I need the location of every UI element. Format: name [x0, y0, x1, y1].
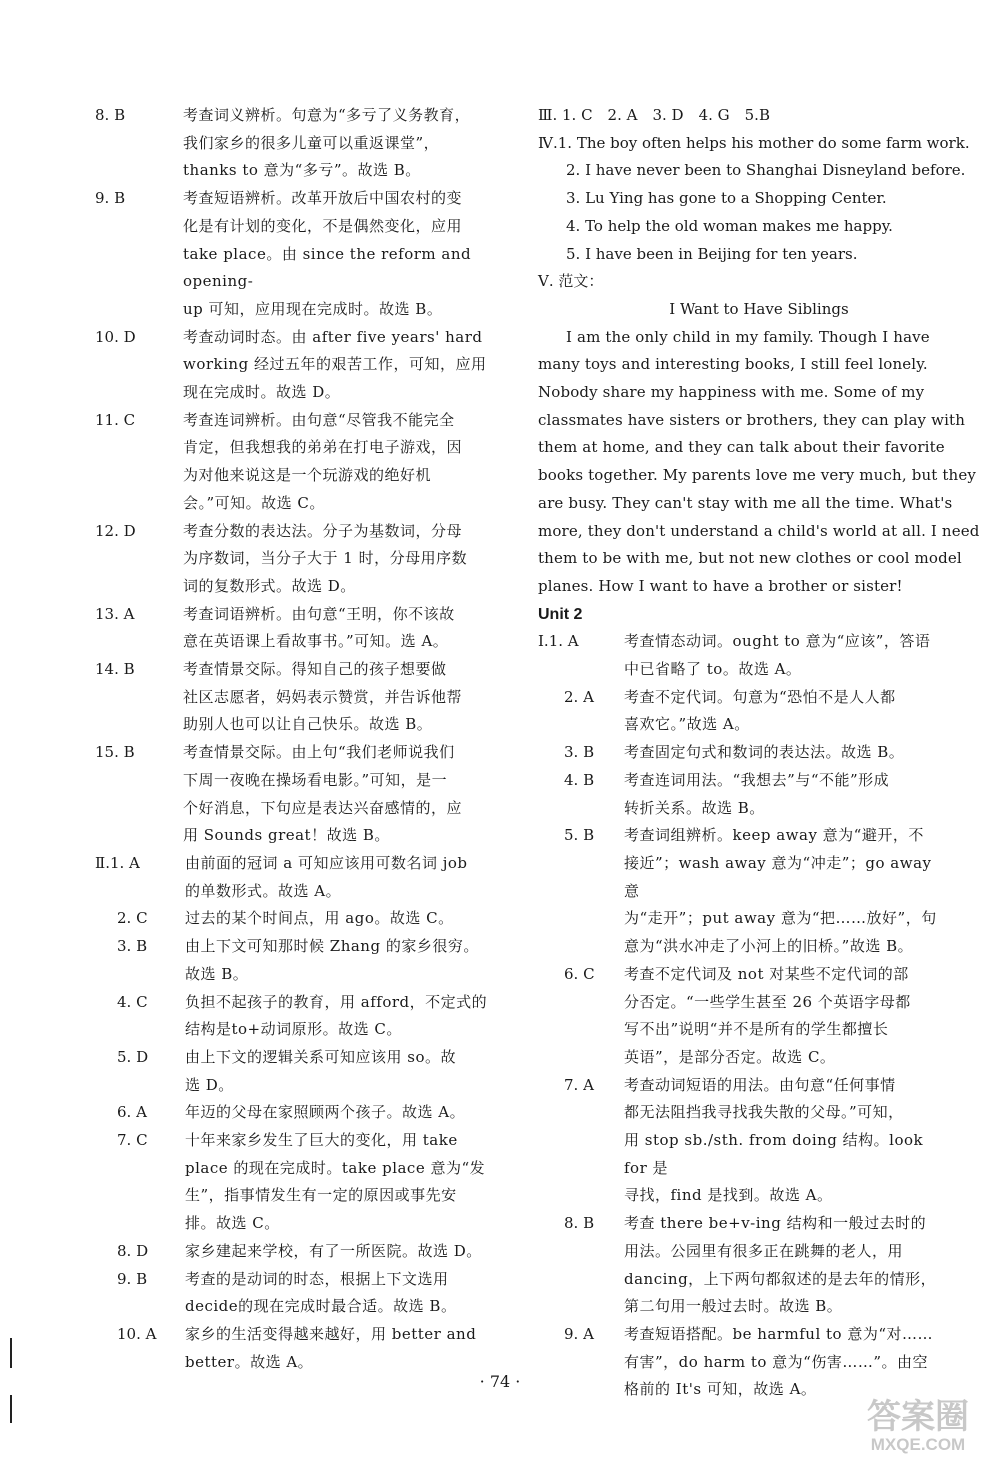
answer-item — [95, 933, 520, 988]
answer-explanation — [185, 1238, 520, 1266]
explanation-line: 助别人也可以让自己快乐。故选 B。 — [183, 715, 433, 734]
answer-choice: 6. C — [564, 964, 595, 983]
unit-heading: Unit 2 — [538, 605, 583, 623]
section-3-answers: Ⅲ. 1. C 2. A 3. D 4. G 5.B — [538, 106, 770, 124]
explanation-line: 英语”，是部分否定。故选 C。 — [624, 1047, 836, 1066]
answer-number — [95, 989, 185, 1044]
answer-number — [95, 601, 183, 656]
answer-number — [95, 905, 185, 933]
answer-number — [95, 518, 183, 601]
answer-choice: 1. A — [548, 632, 579, 651]
answer-number — [95, 102, 183, 185]
sentence-text: 2. I have never been to Shanghai Disneyland before. — [566, 161, 966, 180]
answer-explanation — [185, 1321, 520, 1376]
explanation-line: 考查固定句式和数词的表达法。故选 B。 — [624, 743, 905, 762]
explanation-line: 下周一夜晚在操场看电影。”可知，是一 — [183, 770, 448, 789]
answer-item — [95, 850, 520, 905]
answer-explanation — [183, 518, 520, 601]
explanation-line: place 的现在完成时。take place 意为“发 — [185, 1158, 486, 1177]
explanation-line: 肯定，但我想我的弟弟在打电子游戏，因 — [183, 438, 463, 457]
answer-item — [95, 1127, 520, 1238]
answer-number — [538, 739, 624, 767]
explanation-line: 负担不起孩子的教育，用 afford，不定式的 — [185, 992, 488, 1011]
answer-item — [95, 905, 520, 933]
explanation-line: 为序数词，当分子大于 1 时，分母用序数 — [183, 549, 468, 568]
explanation-line: 现在完成时。故选 D。 — [183, 383, 341, 402]
explanation-line: 考查分数的表达法。分子为基数词，分母 — [183, 521, 463, 540]
answer-item — [95, 324, 520, 407]
answer-number — [538, 1072, 624, 1211]
explanation-line: 转折关系。故选 B。 — [624, 798, 765, 817]
answer-choice: 8. B — [564, 1214, 595, 1233]
answer-item — [95, 989, 520, 1044]
explanation-line: 化是有计划的变化，不是偶然变化，应用 — [183, 216, 463, 235]
answer-choice: 8. B — [95, 106, 126, 124]
answer-explanation — [624, 684, 950, 739]
explanation-line: 家乡的生活变得越来越好，用 better and — [185, 1324, 477, 1343]
explanation-line: 考查连词用法。“我想去”与“不能”形成 — [624, 770, 890, 789]
explanation-line: 用法。公园里有很多正在跳舞的老人，用 — [624, 1241, 904, 1260]
answer-choice: 3. B — [117, 937, 148, 956]
explanation-line: 考查不定代词。句意为“恐怕不是人人都 — [624, 687, 896, 706]
watermark-url: MXQE.COM — [870, 1435, 966, 1454]
explanation-line: 个好消息，下句应是表达兴奋感情的，应 — [183, 798, 463, 817]
explanation-line: 为对他来说这是一个玩游戏的绝好机 — [183, 466, 432, 485]
explanation-line: 考查 there be+v-ing 结构和一般过去时的 — [624, 1214, 927, 1233]
answer-number — [95, 1099, 185, 1127]
explanation-line: 写不出”说明“并不是所有的学生都擅长 — [624, 1020, 889, 1039]
answer-explanation — [185, 989, 520, 1044]
explanation-line: 排。故选 C。 — [185, 1214, 280, 1233]
answer-number — [95, 656, 183, 739]
margin-mark — [10, 1395, 12, 1423]
explanation-line: 用 Sounds great！故选 B。 — [183, 826, 390, 845]
answer-choice: 9. A — [564, 1324, 594, 1343]
explanation-line: 考查情态动词。ought to 意为“应该”，答语 — [624, 632, 931, 651]
answer-number — [538, 1321, 624, 1404]
answer-explanation — [183, 185, 520, 324]
answer-explanation — [185, 850, 520, 905]
answer-explanation — [183, 739, 520, 850]
essay-line: are busy. They can't stay with me all the time. What's — [538, 493, 953, 512]
answer-choice: 7. C — [117, 1131, 148, 1150]
essay-line: planes. How I want to have a brother or sister! — [538, 576, 903, 595]
explanation-line: 过去的某个时间点，用 ago。故选 C。 — [185, 909, 454, 928]
answer-choice: 14. B — [95, 660, 135, 679]
explanation-line: 第二句用一般过去时。故选 B。 — [624, 1297, 843, 1316]
answer-explanation — [185, 1127, 520, 1238]
answer-explanation — [624, 628, 950, 683]
answer-item — [538, 961, 950, 1072]
explanation-line: better。故选 A。 — [185, 1352, 314, 1371]
answer-choice: 9. B — [117, 1269, 148, 1288]
answer-item — [95, 1266, 520, 1321]
answer-choice: 10. A — [117, 1324, 157, 1343]
explanation-line: 社区志愿者，妈妈表示赞赏，并告诉他帮 — [183, 687, 463, 706]
explanation-line: dancing，上下两句都叙述的是去年的情形， — [624, 1269, 937, 1288]
answer-item — [538, 1072, 950, 1211]
sentence-text: 5. I have been in Beijing for ten years. — [566, 244, 858, 263]
answer-item — [95, 185, 520, 324]
explanation-line: 十年来家乡发生了巨大的变化，用 take — [185, 1131, 458, 1150]
explanation-line: 考查的是动词的时态，根据上下文选用 — [185, 1269, 449, 1288]
answer-explanation — [185, 1266, 520, 1321]
explanation-line: 用 stop sb./sth. from doing 结构。look for 是 — [624, 1131, 924, 1177]
answer-number — [538, 767, 624, 822]
explanation-line: 考查动词短语的用法。由句意“任何事情 — [624, 1075, 896, 1094]
essay-line: I am the only child in my family. Though I have — [566, 327, 930, 346]
answer-explanation — [624, 767, 950, 822]
section-4-sentence — [538, 185, 950, 213]
essay-body — [538, 324, 980, 601]
answer-item — [95, 739, 520, 850]
explanation-line: 会。”可知。故选 C。 — [183, 493, 325, 512]
explanation-line: 意为“洪水冲走了小河上的旧桥。”故选 B。 — [624, 937, 914, 956]
answer-explanation — [183, 324, 520, 407]
answer-number — [95, 1044, 185, 1099]
answer-choice: 12. D — [95, 521, 136, 540]
answer-number — [95, 324, 183, 407]
answer-choice: 2. A — [564, 687, 594, 706]
section-4-sentence — [538, 157, 966, 185]
answer-number — [95, 850, 185, 905]
answer-item — [95, 1238, 520, 1266]
answer-item — [538, 684, 950, 739]
answer-explanation — [183, 102, 520, 185]
sentence-text: 4. To help the old woman makes me happy. — [566, 216, 893, 235]
explanation-line: 由上下文的逻辑关系可知应该用 so。故 — [185, 1047, 456, 1066]
right-column — [538, 102, 980, 1404]
essay-line: books together. My parents love me very much, but they — [538, 466, 976, 485]
essay-line: them at home, and they can talk about their favorite — [538, 438, 945, 457]
essay-title: I Want to Have Siblings — [669, 299, 849, 318]
answer-number — [95, 739, 183, 850]
essay-line: many toys and interesting books, I still feel lonely. — [538, 355, 928, 374]
explanation-line: 考查动词时态。由 after five years' hard — [183, 327, 483, 346]
answer-number — [95, 1321, 185, 1376]
section-5-label: Ⅴ. 范文： — [538, 272, 604, 291]
answer-item — [538, 822, 950, 961]
explanation-line: 词的复数形式。故选 D。 — [183, 576, 356, 595]
answer-explanation — [624, 961, 950, 1072]
explanation-line: 由前面的冠词 a 可知应该用可数名词 job — [185, 853, 468, 872]
essay-line: them to be with me, but not new clothes or cool model — [538, 549, 962, 568]
answer-number — [95, 407, 183, 518]
answer-explanation — [185, 933, 520, 988]
sentence-text: 1. The boy often helps his mother do some farm work. — [557, 133, 970, 152]
explanation-line: 考查短语搭配。be harmful to 意为“对…… — [624, 1324, 934, 1343]
answer-number — [538, 628, 624, 683]
explanation-line: 生”，指事情发生有一定的原因或事先安 — [185, 1186, 457, 1205]
answer-number — [95, 933, 185, 988]
watermark-logo — [846, 1392, 990, 1454]
explanation-line: 中已省略了 to。故选 A。 — [624, 660, 802, 679]
answer-explanation — [624, 1210, 950, 1321]
explanation-line: up 可知，应用现在完成时。故选 B。 — [183, 299, 443, 318]
answer-choice: 6. A — [117, 1103, 147, 1122]
answer-choice: 9. B — [95, 189, 126, 208]
explanation-line: 故选 B。 — [185, 964, 249, 983]
essay-line: more, they don't understand a child's world at all. I need — [538, 521, 980, 540]
section-label: Ⅱ. — [95, 853, 110, 872]
watermark-logo-text: 答案圈 — [867, 1397, 969, 1437]
answer-choice: 5. D — [117, 1047, 149, 1066]
explanation-line: 喜欢它。”故选 A。 — [624, 715, 750, 734]
explanation-line: 有害”，do harm to 意为“伤害……”。由空 — [624, 1352, 928, 1371]
essay-line: Nobody share my happiness with me. Some of my — [538, 383, 925, 402]
answer-choice: 11. C — [95, 410, 136, 429]
explanation-line: 考查短语辨析。改革开放后中国农村的变 — [183, 189, 463, 208]
explanation-line: working 经过五年的艰苦工作，可知，应用 — [183, 355, 487, 374]
answer-explanation — [624, 822, 950, 961]
answer-item — [538, 739, 950, 767]
answer-number — [538, 684, 624, 739]
explanation-line: 分否定。“一些学生甚至 26 个英语字母都 — [624, 992, 911, 1011]
page-number: · 74 · — [479, 1372, 521, 1391]
explanation-line: 接近”；wash away 意为“冲走”；go away 意 — [624, 853, 932, 900]
section-label: Ⅰ. — [538, 632, 549, 651]
answer-item — [95, 1321, 520, 1376]
answer-choice: 5. B — [564, 826, 595, 845]
answer-choice: 13. A — [95, 604, 135, 623]
answer-explanation — [185, 1099, 520, 1127]
answer-choice: 2. C — [117, 909, 148, 928]
answer-choice: 4. C — [117, 992, 148, 1011]
explanation-line: 寻找，find 是找到。故选 A。 — [624, 1186, 833, 1205]
answer-choice: 10. D — [95, 327, 136, 346]
answer-choice: 7. A — [564, 1075, 594, 1094]
answer-choice: 3. B — [564, 743, 595, 762]
answer-explanation — [185, 1044, 520, 1099]
section-4-sentence — [538, 130, 970, 158]
answer-number — [95, 1127, 185, 1238]
essay-line: classmates have sisters or brothers, they can play with — [538, 410, 966, 429]
explanation-line: 结构是to+动词原形。故选 C。 — [185, 1020, 402, 1039]
section-4-sentence — [538, 213, 950, 241]
answer-choice: 4. B — [564, 770, 595, 789]
explanation-line: 考查词组辨析。keep away 意为“避开，不 — [624, 826, 924, 845]
answer-number — [538, 1210, 624, 1321]
explanation-line: 格前的 It's 可知，故选 A。 — [624, 1380, 817, 1399]
answer-explanation — [183, 656, 520, 739]
explanation-line: 选 D。 — [185, 1075, 234, 1094]
explanation-line: 由上下文可知那时候 Zhang 的家乡很穷。 — [185, 937, 479, 956]
explanation-line: thanks to 意为“多亏”。故选 B。 — [183, 161, 421, 180]
answer-number — [95, 1266, 185, 1321]
answer-number — [95, 185, 183, 324]
answer-item — [95, 518, 520, 601]
margin-mark — [10, 1338, 12, 1368]
answer-item — [95, 407, 520, 518]
explanation-line: 我们家乡的很多儿童可以重返课堂”， — [183, 133, 440, 152]
explanation-line: decide的现在完成时最合适。故选 B。 — [185, 1297, 457, 1316]
explanation-line: 考查不定代词及 not 对某些不定代词的部 — [624, 964, 909, 983]
answer-item — [538, 767, 950, 822]
answer-choice: 1. A — [109, 853, 140, 872]
answer-number — [538, 822, 624, 961]
answer-explanation — [183, 601, 520, 656]
explanation-line: 家乡建起来学校，有了一所医院。故选 D。 — [185, 1241, 482, 1260]
explanation-line: 都无法阻挡我寻找我失散的父母。”可知， — [624, 1103, 904, 1122]
answer-explanation — [185, 905, 520, 933]
answer-item — [95, 1044, 520, 1099]
sentence-text: 3. Lu Ying has gone to a Shopping Center. — [566, 189, 887, 208]
answer-item — [538, 1210, 950, 1321]
explanation-line: 考查连词辨析。由句意“尽管我不能完全 — [183, 410, 455, 429]
answer-choice: 8. D — [117, 1241, 149, 1260]
explanation-line: 年迈的父母在家照顾两个孩子。故选 A。 — [185, 1103, 466, 1122]
section-4-sentence — [538, 241, 950, 269]
explanation-line: 考查情景交际。得知自己的孩子想要做 — [183, 660, 447, 679]
explanation-line: 为“走开”；put away 意为“把……放好”，句 — [624, 909, 937, 928]
answer-explanation — [624, 739, 950, 767]
answer-number — [538, 961, 624, 1072]
answer-item — [538, 628, 950, 683]
answer-item — [95, 656, 520, 739]
answer-explanation — [624, 1072, 950, 1211]
answer-item — [95, 102, 520, 185]
explanation-line: 考查情景交际。由上句“我们老师说我们 — [183, 743, 455, 762]
answer-item — [95, 1099, 520, 1127]
answer-explanation — [183, 407, 520, 518]
section-label: Ⅳ. — [538, 133, 558, 152]
explanation-line: 考查词语辨析。由句意“王明，你不该故 — [183, 604, 455, 623]
left-column — [95, 102, 520, 1376]
explanation-line: 的单数形式。故选 A。 — [185, 881, 342, 900]
explanation-line: take place。由 since the reform and opening- — [183, 244, 472, 291]
explanation-line: 考查词义辨析。句意为“多亏了义务教育， — [183, 106, 471, 124]
answer-choice: 15. B — [95, 743, 135, 762]
answer-item — [95, 601, 520, 656]
explanation-line: 意在英语课上看故事书。”可知。选 A。 — [183, 632, 449, 651]
answer-number — [95, 1238, 185, 1266]
